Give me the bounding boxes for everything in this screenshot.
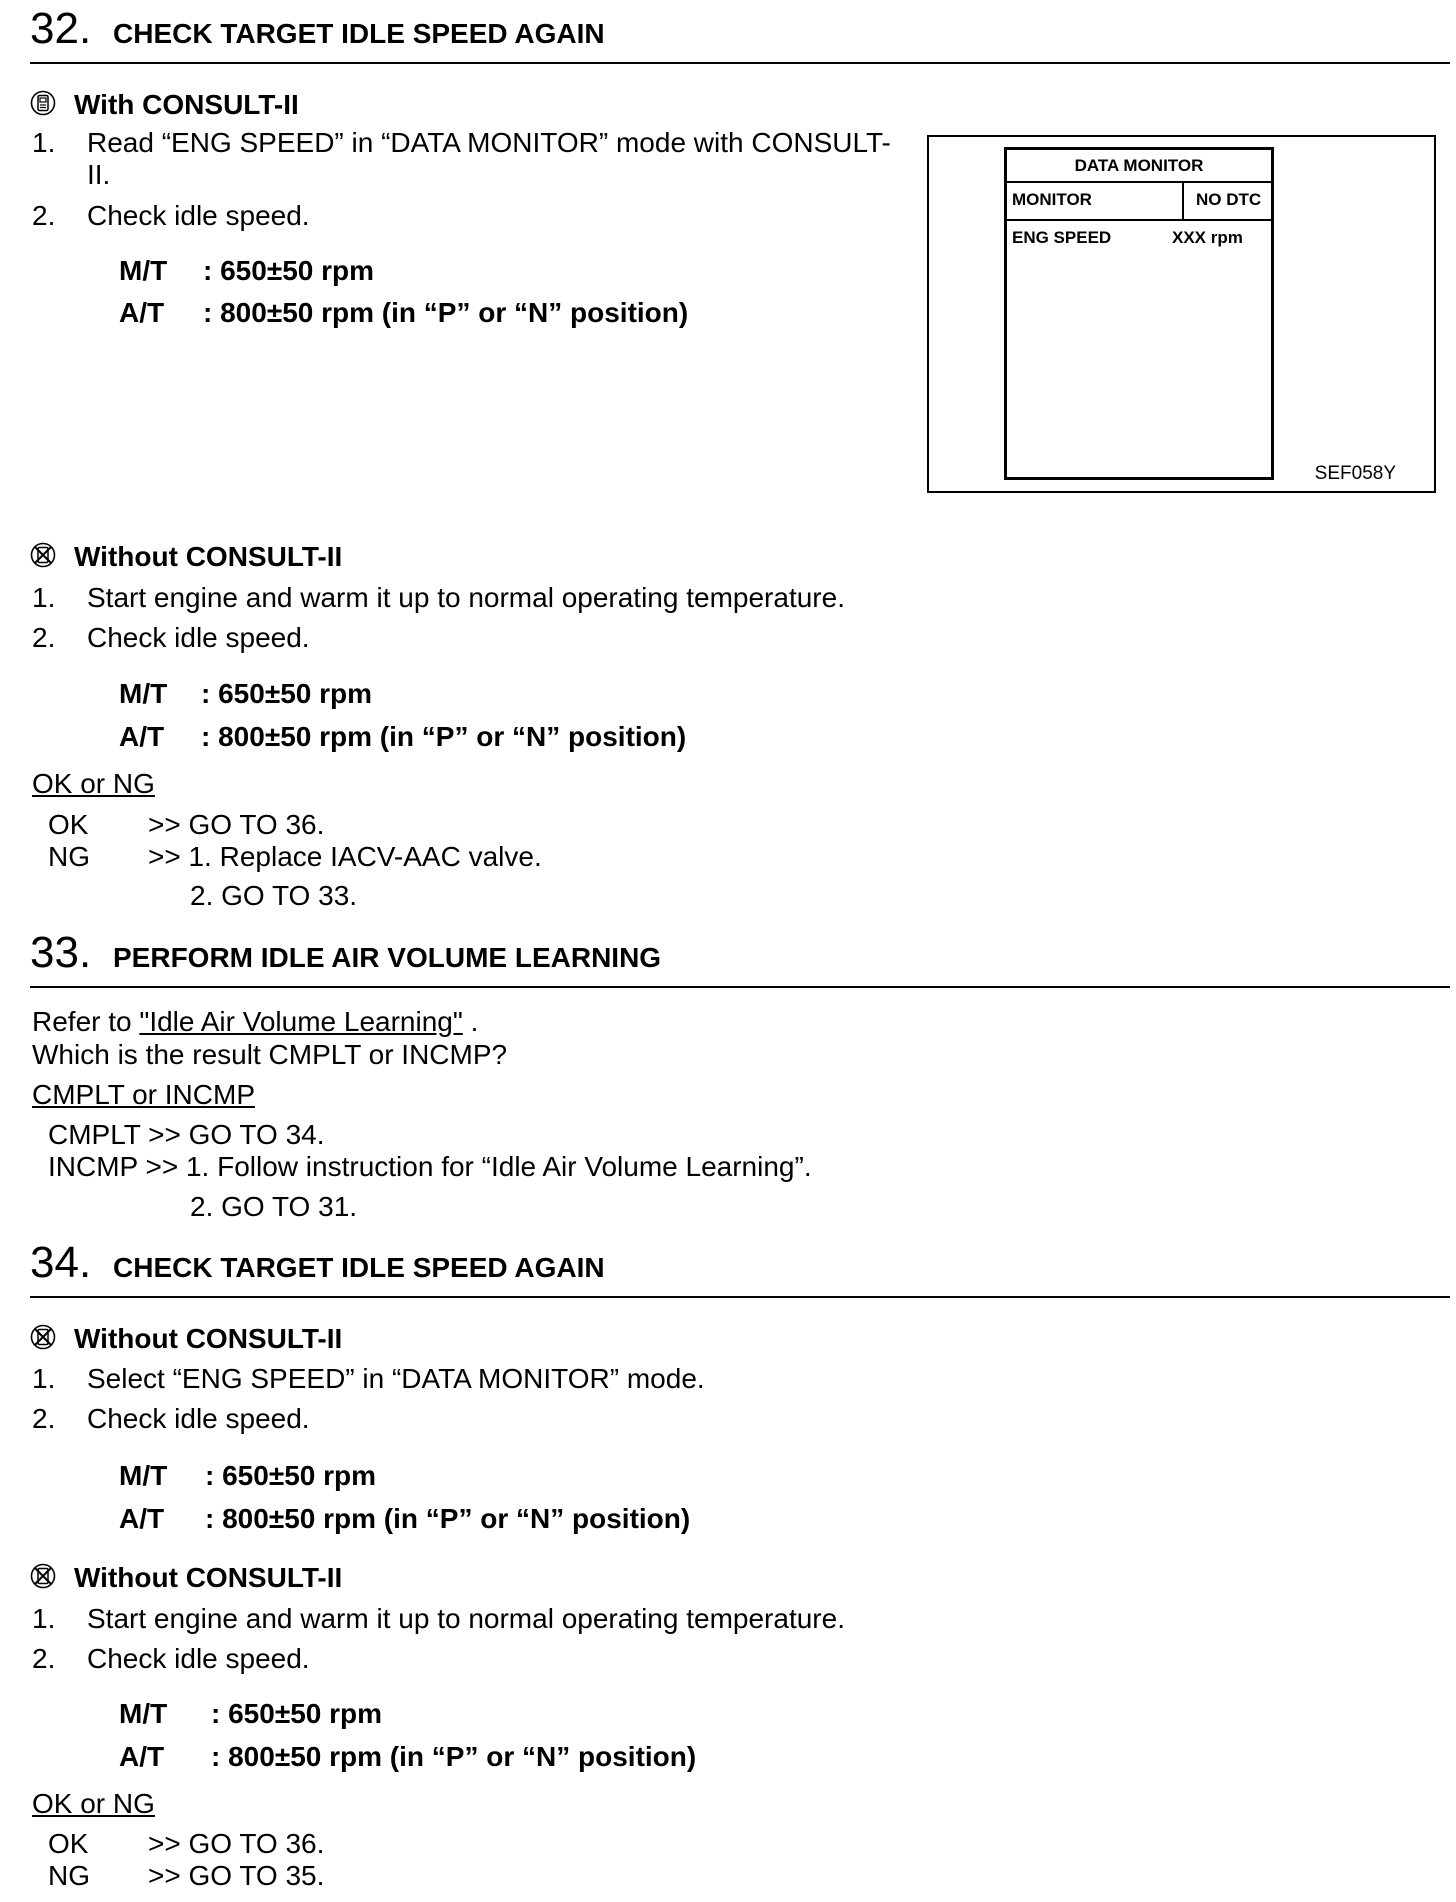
list-text: Check idle speed. [87, 622, 310, 653]
data-monitor-screen [1004, 147, 1274, 480]
result-key: NG [48, 841, 90, 872]
list-text: Start engine and warm it up to normal operating temperature. [87, 582, 845, 613]
heading-text: Without CONSULT-II [74, 541, 343, 572]
spec-value: : 800±50 rpm (in “P” or “N” position) [211, 1741, 697, 1772]
result-heading: OK or NG [32, 1788, 155, 1819]
without-consult-heading [30, 1322, 342, 1356]
list-number: 1. [32, 127, 56, 158]
list-number: 2. [32, 200, 56, 231]
without-consult-heading [30, 540, 342, 574]
no-consult-icon [30, 542, 56, 568]
spec-label: M/T [119, 1698, 168, 1729]
result-heading: CMPLT or INCMP [32, 1079, 255, 1110]
idle-air-volume-learning-link[interactable]: "Idle Air Volume Learning" [139, 1006, 463, 1037]
step-title: PERFORM IDLE AIR VOLUME LEARNING [113, 942, 662, 973]
list-number: 1. [32, 1603, 56, 1634]
screen-title: DATA MONITOR [1007, 150, 1271, 183]
result-key: OK [48, 809, 89, 840]
spec-value: : 800±50 rpm (in “P” or “N” position) [203, 297, 689, 328]
step-number: 32. [30, 4, 92, 53]
step-32-header [30, 4, 1450, 64]
step-title: CHECK TARGET IDLE SPEED AGAIN [113, 18, 605, 49]
spec-value: : 650±50 rpm [201, 678, 373, 709]
question-text: Which is the result CMPLT or INCMP? [32, 1039, 508, 1070]
heading-text: Without CONSULT-II [74, 1323, 343, 1354]
step-number: 34. [30, 1238, 92, 1287]
data-monitor-figure [927, 135, 1436, 493]
spec-value: : 800±50 rpm (in “P” or “N” position) [205, 1503, 691, 1534]
refer-suffix: . [462, 1006, 479, 1037]
list-number: 1. [32, 1363, 56, 1394]
list-text: Select “ENG SPEED” in “DATA MONITOR” mode. [87, 1363, 705, 1394]
spec-value: : 650±50 rpm [205, 1460, 377, 1491]
list-text: Check idle speed. [87, 200, 310, 231]
spec-label: A/T [119, 297, 165, 328]
result-text: CMPLT >> GO TO 34. [48, 1119, 325, 1150]
list-text: Check idle speed. [87, 1643, 310, 1674]
list-text: Read “ENG SPEED” in “DATA MONITOR” mode with CONSULT- [87, 127, 891, 158]
list-number: 2. [32, 1403, 56, 1434]
consult-tool-icon [30, 90, 56, 116]
monitor-label: MONITOR [1012, 190, 1092, 209]
figure-id: SEF058Y [1314, 463, 1396, 484]
refer-line [32, 1005, 478, 1039]
spec-value: : 650±50 rpm [211, 1698, 383, 1729]
list-text: Check idle speed. [87, 1403, 310, 1434]
heading-text: Without CONSULT-II [74, 1562, 343, 1593]
no-dtc-label: NO DTC [1196, 190, 1262, 209]
spec-label: A/T [119, 721, 165, 752]
result-text: >> GO TO 36. [148, 1828, 325, 1859]
no-consult-icon [30, 1324, 56, 1350]
spec-label: M/T [119, 1460, 168, 1491]
spec-label: M/T [119, 678, 168, 709]
list-number: 1. [32, 582, 56, 613]
refer-prefix: Refer to [32, 1006, 140, 1037]
spec-label: A/T [119, 1741, 165, 1772]
result-key: OK [48, 1828, 89, 1859]
spec-label: A/T [119, 1503, 165, 1534]
result-text: 2. GO TO 31. [190, 1191, 358, 1222]
header-divider [1182, 181, 1184, 219]
result-text: >> GO TO 36. [148, 809, 325, 840]
result-text: 2. GO TO 33. [190, 880, 358, 911]
result-text: INCMP >> 1. Follow instruction for “Idle Air Volume Learning”. [48, 1151, 812, 1182]
heading-text: With CONSULT-II [74, 89, 299, 120]
step-title: CHECK TARGET IDLE SPEED AGAIN [113, 1252, 605, 1283]
screen-header-row [1007, 181, 1271, 221]
monitor-item-name: ENG SPEED [1012, 228, 1112, 247]
spec-value: : 800±50 rpm (in “P” or “N” position) [201, 721, 687, 752]
result-key: NG [48, 1860, 90, 1891]
spec-label: M/T [119, 255, 168, 286]
step-33-header [30, 928, 1450, 988]
list-number: 2. [32, 1643, 56, 1674]
step-number: 33. [30, 928, 92, 977]
result-text: >> GO TO 35. [148, 1860, 325, 1891]
list-text: Start engine and warm it up to normal operating temperature. [87, 1603, 845, 1634]
monitor-item-value: XXX rpm [1172, 228, 1243, 247]
list-number: 2. [32, 622, 56, 653]
without-consult-heading [30, 1561, 342, 1595]
no-consult-icon [30, 1563, 56, 1589]
list-text-continued: II. [87, 159, 111, 190]
with-consult-heading [30, 88, 299, 122]
result-heading: OK or NG [32, 768, 155, 799]
spec-value: : 650±50 rpm [203, 255, 375, 286]
step-34-header [30, 1238, 1450, 1298]
result-text: >> 1. Replace IACV-AAC valve. [148, 841, 542, 872]
